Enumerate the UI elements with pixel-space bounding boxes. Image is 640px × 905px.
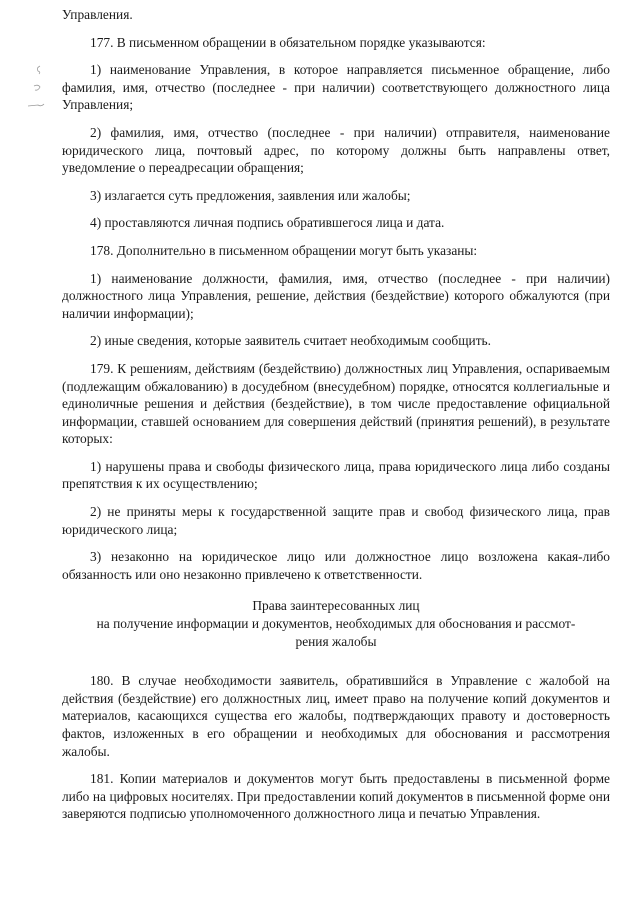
- section-heading-line-1: Права заинтересованных лиц: [252, 598, 420, 614]
- section-heading-line-3: рения жалобы: [295, 633, 377, 649]
- margin-handwriting-marks: [26, 62, 48, 122]
- paragraph-177-item-2: 2) фамилия, имя, отчество (последнее - при наличии) отправителя, наименование юридического лица, почтовый адрес, по которому должны быть направлены ответ, уведомление о переадресации обращения;: [62, 124, 610, 176]
- paragraph-177-item-3: 3) излагается суть предложения, заявления или жалобы;: [90, 187, 411, 203]
- paragraph-180: 180. В случае необходимости заявитель, обратившийся в Управление с жалобой на действия (бездействие) его должностных лиц, имеет право на получение копий документов и материалов, касающихся существа его жалобы, подтверждающих правоту и достоверность фактов, изложенных в его обращении и необходимых для обоснования и рассмотрения жалобы.: [62, 673, 610, 759]
- paragraph-178-item-2: 2) иные сведения, которые заявитель считает необходимым сообщить.: [90, 333, 492, 349]
- section-heading-line-2: на получение информации и документов, необходимых для обоснования и рассмот-: [96, 616, 576, 632]
- paragraph-178: 178. Дополнительно в письменном обращении могут быть указаны:: [90, 242, 478, 258]
- paragraph-179-item-1: 1) нарушены права и свободы физического лица, права юридического лица либо созданы препятствия к их осуществлению;: [62, 458, 610, 492]
- paragraph-179: 179. К решениям, действиям (бездействию) должностных лиц Управления, оспариваемым (подлежащим обжалованию) в досудебном (внесудебном) порядке, относятся коллегиальные и единоличные решения и действия (бездействие), в том числе предоставление официальной информации, ставшей основанием для совершения действий (принятия решений), в результате которых:: [62, 360, 610, 447]
- paragraph-177-item-1: 1) наименование Управления, в которое направляется письменное обращение, либо фамилия, имя, отчество (последнее - при наличии) соответствующего должностного лица Управления;: [62, 62, 610, 113]
- paragraph-179-item-3: 3) незаконно на юридическое лицо или должностное лицо возложена какая-либо обязанность или оно незаконно привлечено к ответственности.: [62, 549, 610, 582]
- paragraph-177: 177. В письменном обращении в обязательном порядке указываются:: [90, 34, 486, 50]
- section-heading: [62, 597, 610, 650]
- lead-fragment: Управления.: [62, 7, 133, 22]
- paragraph-177-item-4: 4) проставляются личная подпись обратившегося лица и дата.: [90, 215, 445, 231]
- paragraph-179-item-2: 2) не приняты меры к государственной защите прав и свобод физического лица, прав юридического лица;: [62, 504, 610, 537]
- paragraph-178-item-1: 1) наименование должности, фамилия, имя, отчество (последнее - при наличии) должностного лица Управления, решение, действия (бездействие) которого обжалуются (при наличии информации);: [62, 270, 610, 321]
- document-body: [62, 6, 610, 833]
- paragraph-181: 181. Копии материалов и документов могут быть предоставлены в письменной форме либо на цифровых носителях. При предоставлении копий документов в письменной форме они заверяются подписью уполномоченного должностного лица и печатью Управления.: [62, 771, 610, 822]
